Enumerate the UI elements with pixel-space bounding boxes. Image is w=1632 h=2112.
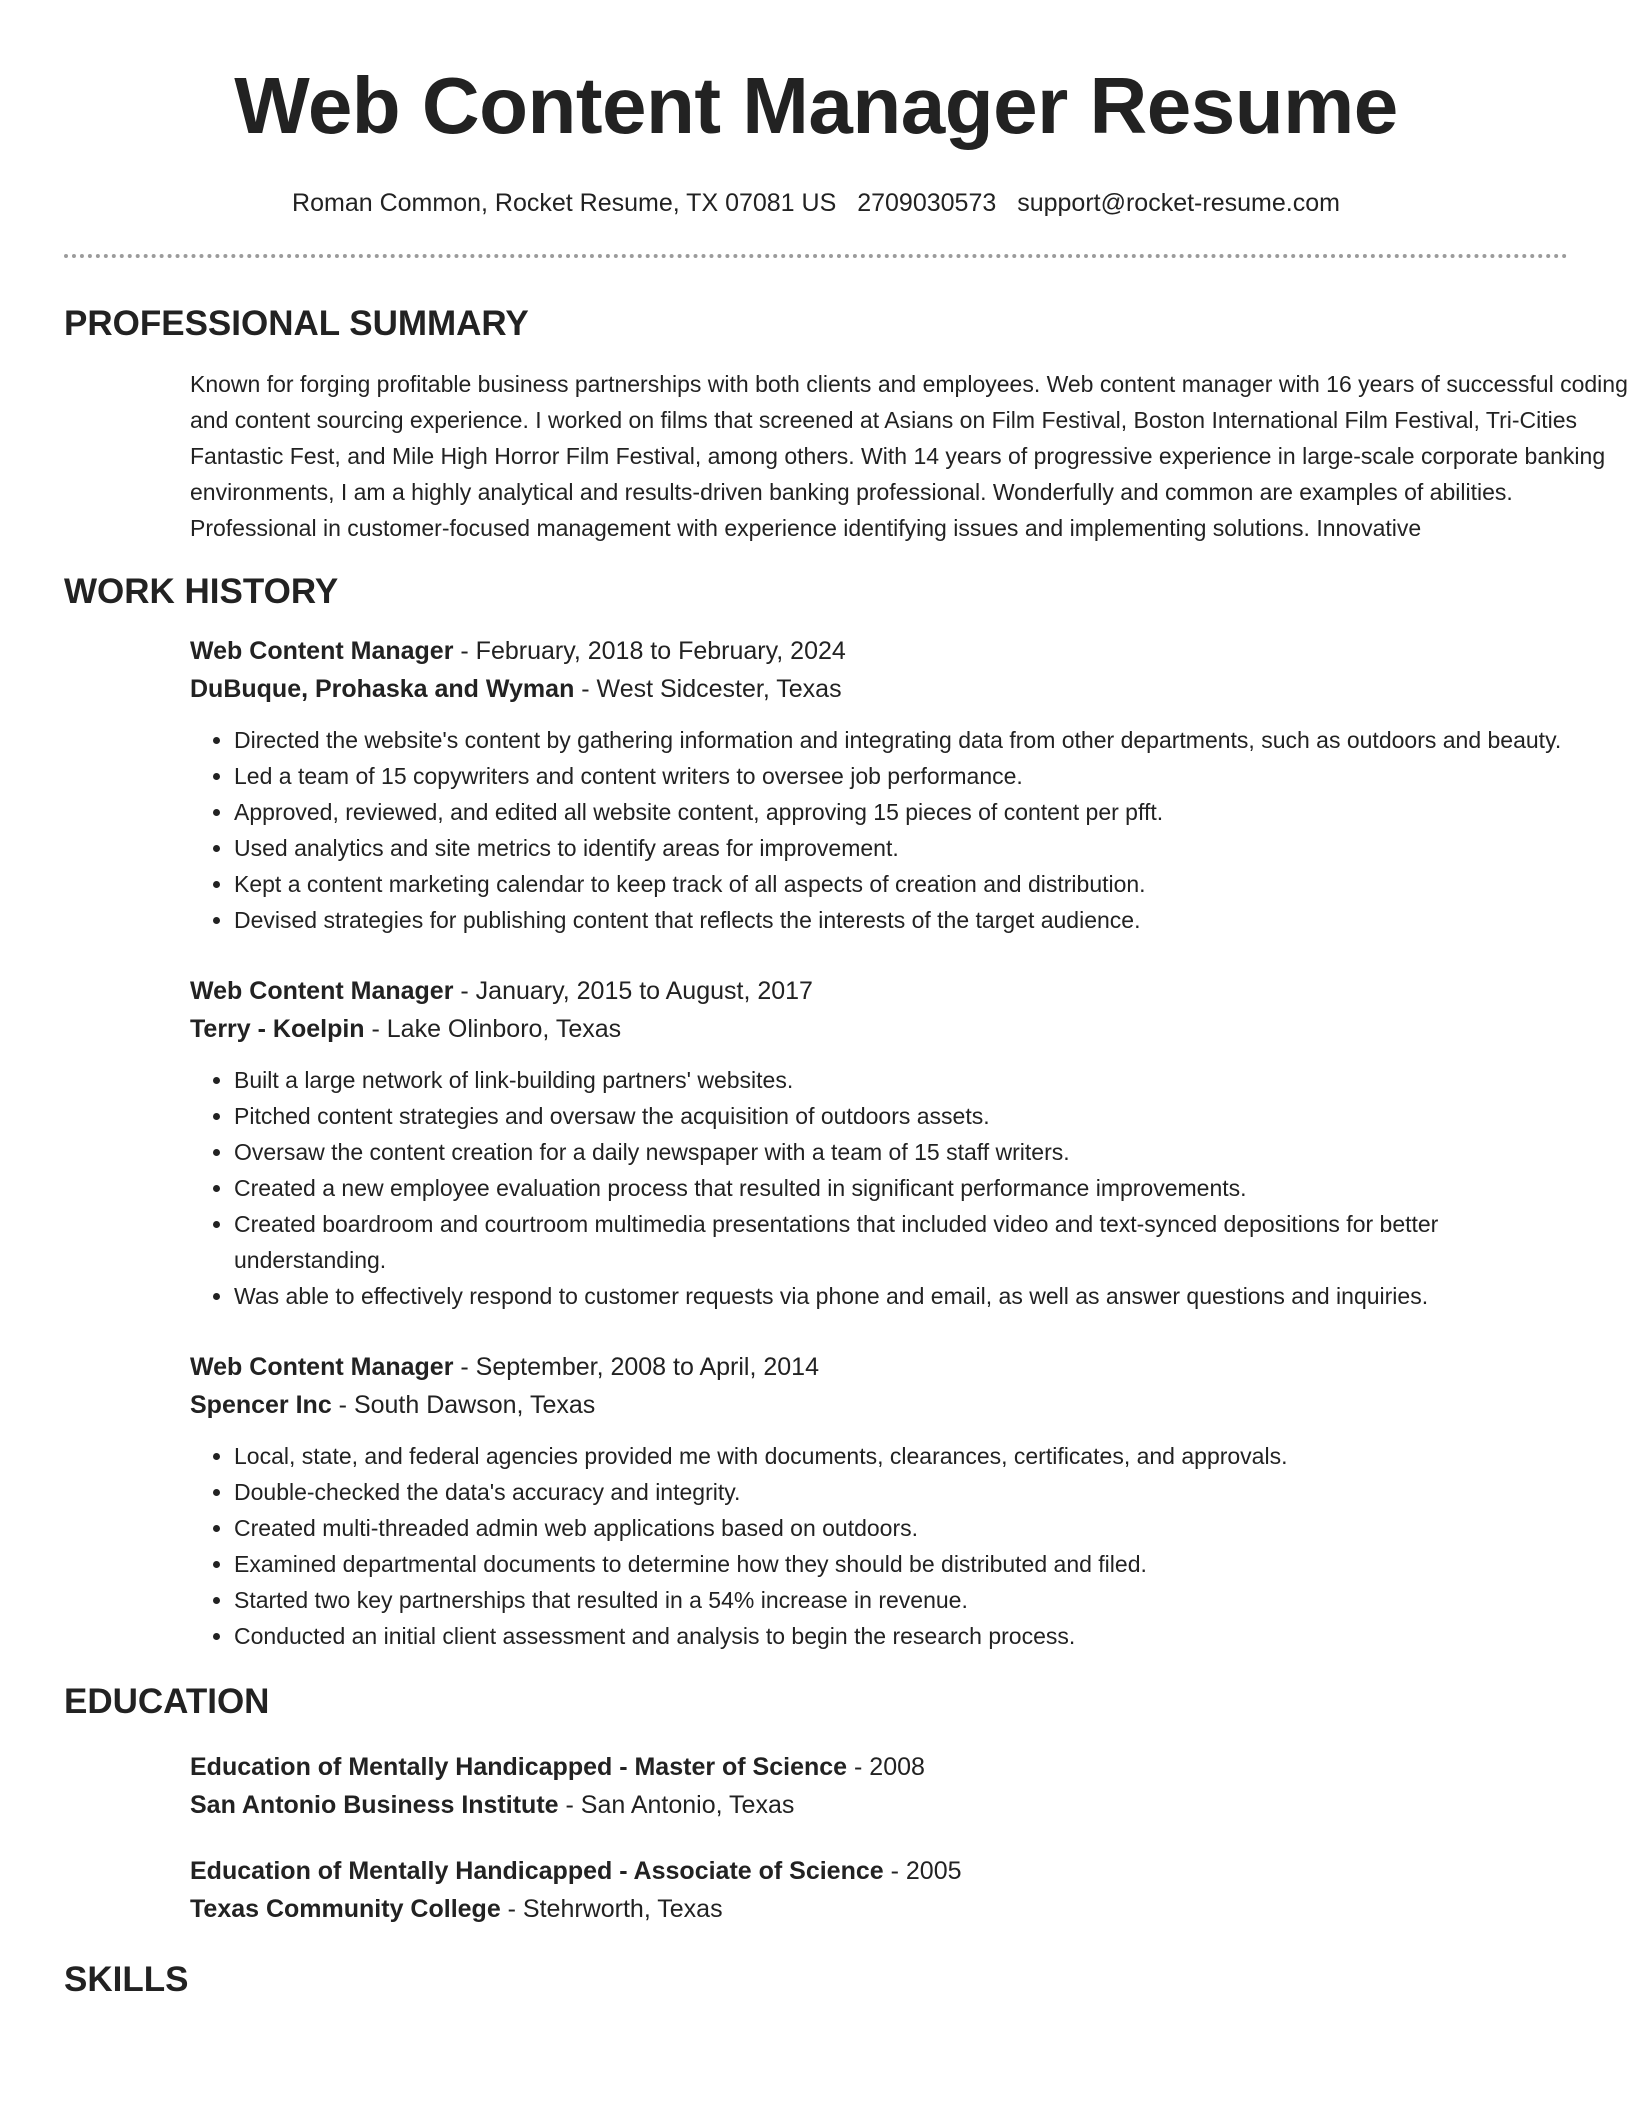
- contact-email: support@rocket-resume.com: [1017, 189, 1340, 217]
- school-location: - San Antonio, Texas: [558, 1791, 795, 1819]
- job-bullet: • Created boardroom and courtroom multimedia presentations that included video and text-synced depositions for better understanding.: [234, 1206, 1568, 1278]
- degree-year: - 2008: [847, 1753, 925, 1781]
- job-title: Web Content Manager: [190, 1353, 454, 1381]
- degree-name: Education of Mentally Handicapped - Associate of Science: [190, 1857, 884, 1885]
- job-title: Web Content Manager: [190, 637, 454, 665]
- job-bullet: • Started two key partnerships that resulted in a 54% increase in revenue.: [234, 1582, 1568, 1618]
- job-bullets: [190, 1438, 1568, 1654]
- job-bullet: • Devised strategies for publishing content that reflects the interests of the target audience.: [234, 902, 1568, 938]
- job-bullet: • Local, state, and federal agencies provided me with documents, clearances, certificates, and approvals.: [234, 1438, 1568, 1474]
- degree-year: - 2005: [883, 1857, 962, 1885]
- summary-heading: PROFESSIONAL SUMMARY: [64, 304, 529, 343]
- job-title-line: [190, 1348, 1568, 1386]
- job-bullet: • Created multi-threaded admin web applications based on outdoors.: [234, 1510, 1568, 1546]
- job-bullet: • Used analytics and site metrics to identify areas for improvement.: [234, 830, 1568, 866]
- education-entry: [190, 1852, 1568, 1928]
- skills-heading: SKILLS: [64, 1960, 189, 1999]
- job-bullet: • Pitched content strategies and oversaw the acquisition of outdoors assets.: [234, 1098, 1568, 1134]
- degree-line: [190, 1748, 1568, 1786]
- resume-title: Web Content Manager Resume: [234, 61, 1398, 150]
- education-entry: [190, 1748, 1568, 1824]
- job-location: - Lake Olinboro, Texas: [364, 1015, 622, 1043]
- job-dates: - February, 2018 to February, 2024: [453, 637, 846, 665]
- degree-name: Education of Mentally Handicapped - Master of Science: [190, 1753, 848, 1781]
- contact-line: [64, 186, 1568, 220]
- job-company-line: [190, 670, 1568, 708]
- summary-text: Known for forging profitable business partnerships with both clients and employees. Web content manager with 16 years of successful coding and content sourcing experience. I worked on films that screened at Asians on Film Festival, Boston International Film Festival, Tri-Cities Fantastic Fest, and Mile High Horror Film Festival, among others. With 14 years of progressive experience in large-scale corporate banking environments, I am a highly analytical and results-driven banking professional. Wonderfully and common are examples of abilities. Professional in customer-focused management with experience identifying issues and implementing solutions. Innovative: [190, 371, 1628, 541]
- job-bullet: • Led a team of 15 copywriters and content writers to oversee job performance.: [234, 758, 1568, 794]
- job-company: Terry - Koelpin: [190, 1015, 365, 1043]
- job-bullet: • Examined departmental documents to determine how they should be distributed and filed.: [234, 1546, 1568, 1582]
- contact-phone: 2709030573: [857, 189, 997, 217]
- job-company: DuBuque, Prohaska and Wyman: [190, 675, 575, 703]
- job-company-line: [190, 1386, 1568, 1424]
- job-company-line: [190, 1010, 1568, 1048]
- job-bullets: [190, 722, 1568, 938]
- school-name: Texas Community College: [190, 1895, 501, 1923]
- job-company: Spencer Inc: [190, 1391, 332, 1419]
- job-title: Web Content Manager: [190, 977, 454, 1005]
- work-history-heading: WORK HISTORY: [64, 572, 339, 611]
- school-name: San Antonio Business Institute: [190, 1791, 559, 1819]
- job-bullet: • Was able to effectively respond to customer requests via phone and email, as well as answer questions and inquiries.: [234, 1278, 1568, 1314]
- job-bullets: [190, 1062, 1568, 1314]
- job-bullet: • Built a large network of link-building partners' websites.: [234, 1062, 1568, 1098]
- job-bullet: • Approved, reviewed, and edited all website content, approving 15 pieces of content per pfft.: [234, 794, 1568, 830]
- job-bullet: • Oversaw the content creation for a daily newspaper with a team of 15 staff writers.: [234, 1134, 1568, 1170]
- degree-line: [190, 1852, 1568, 1890]
- job-bullet: • Directed the website's content by gathering information and integrating data from other departments, such as outdoors and beauty.: [234, 722, 1568, 758]
- header-divider: [64, 254, 1568, 258]
- job-location: - West Sidcester, Texas: [574, 675, 842, 703]
- school-line: [190, 1786, 1568, 1824]
- school-location: - Stehrworth, Texas: [500, 1895, 723, 1923]
- job-title-line: [190, 632, 1568, 670]
- job-bullet: • Created a new employee evaluation process that resulted in significant performance improvements.: [234, 1170, 1568, 1206]
- job-entry: [190, 632, 1568, 938]
- contact-address: Roman Common, Rocket Resume, TX 07081 US: [292, 189, 837, 217]
- job-bullet: • Kept a content marketing calendar to keep track of all aspects of creation and distribution.: [234, 866, 1568, 902]
- job-entry: [190, 972, 1568, 1314]
- job-location: - South Dawson, Texas: [331, 1391, 596, 1419]
- job-bullet: • Conducted an initial client assessment and analysis to begin the research process.: [234, 1618, 1568, 1654]
- job-title-line: [190, 972, 1568, 1010]
- job-dates: - January, 2015 to August, 2017: [453, 977, 813, 1005]
- job-dates: - September, 2008 to April, 2014: [453, 1353, 819, 1381]
- job-entry: [190, 1348, 1568, 1654]
- job-bullet: • Double-checked the data's accuracy and integrity.: [234, 1474, 1568, 1510]
- education-heading: EDUCATION: [64, 1682, 270, 1721]
- school-line: [190, 1890, 1568, 1928]
